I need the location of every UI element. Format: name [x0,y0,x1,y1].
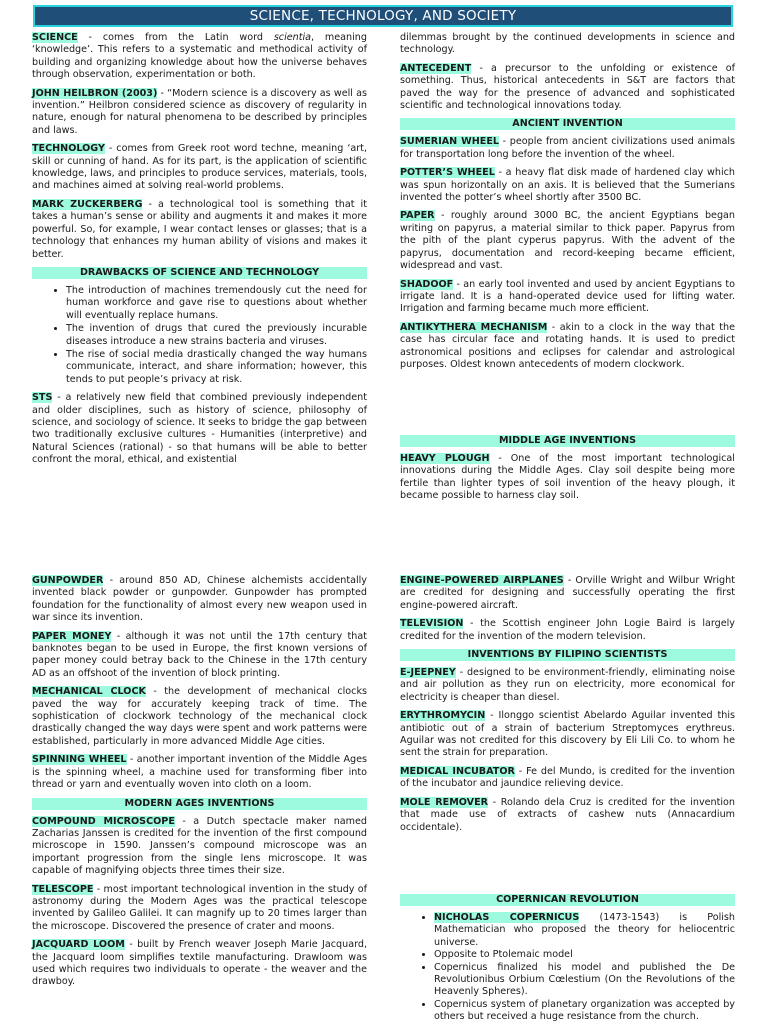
gunpowder-definition: - around 850 AD, Chinese alchemists accidentally invented black powder or gunpowder. Gunpowder has prompted foundation for the functionality of almost every new weapon used in war since its invention. [32,575,367,624]
telescope-entry [32,884,367,934]
potters-wheel-entry [400,167,735,204]
medical-incubator-definition: - Fe del Mundo, is credited for the invention of the incubator and jaundice relieving device. [400,765,735,790]
gunpowder-entry [32,575,367,625]
ancient-invention-heading: ANCIENT INVENTION [400,118,735,130]
antikythera-definition: - akin to a clock in the way that the case has circular face and rotating hands. It is used to predict astronomical positions and eclipses for calendar and astrological purposes. Oldest known antecedents of modern clockwork. [400,321,735,370]
erythromycin-entry [400,710,735,760]
television-definition: - the Scottish engineer John Logie Baird is largely credited for the invention of the modern television. [400,618,735,642]
sts-term: STS [32,392,53,404]
mechanical-clock-entry [32,686,367,748]
heilbron-entry [32,88,367,138]
zuckerberg-term: MARK ZUCKERBERG [32,198,143,210]
list-item: • Copernicus system of planetary organization was accepted by others but received a huge resistance from the church. [434,999,735,1024]
technology-term: TECHNOLOGY [32,143,105,155]
mechanical-clock-term: MECHANICAL CLOCK [32,686,146,698]
technology-entry [32,143,367,193]
mole-remover-term: MOLE REMOVER [400,796,489,808]
paper-money-entry [32,631,367,681]
sumerian-wheel-definition: - people from ancient civilizations used animals for transportation long before the invention of the wheel. [400,136,735,160]
page1-right-column-lower [400,433,735,509]
science-term: SCIENCE [32,32,78,43]
list-item: • The introduction of machines tremendously cut the need for human workforce and gave rise to questions about whether will eventually replace humans. [66,285,367,322]
middle-age-heading: MIDDLE AGE INVENTIONS [400,435,735,447]
mechanical-clock-definition: - the development of mechanical clocks paved the way for accurately keeping track of time. The sophistication of clockwork technology of the mechanical clock drastically changed the way days were spent and work patterns were established, particularly in more advanced Middle Age cities. [32,686,367,747]
mole-remover-definition: - Rolando dela Cruz is credited for the invention that made use of extracts of cashew nuts (Annacardium occidentale). [400,796,735,833]
e-jeepney-definition: - designed to be environment-friendly, eliminating noise and air pollution as they run on electricity, more economical for electricity is cheaper than diesel. [400,667,735,703]
filipino-scientists-heading: INVENTIONS BY FILIPINO SCIENTISTS [400,649,735,661]
page1-left-column [32,32,367,473]
copernicus-definition: (1473-1543) is Polish Mathematician who proposed the theory for heliocentric universe. [434,912,735,948]
television-entry [400,618,735,643]
antecedent-entry [400,63,735,113]
modern-ages-heading: MODERN AGES INVENTIONS [32,798,367,810]
paper-term: PAPER [400,210,435,222]
airplanes-entry [400,575,735,612]
jacquard-loom-term: JACQUARD LOOM [32,939,125,951]
copernican-list [400,912,735,1024]
television-term: TELEVISION [400,618,464,630]
shadoof-definition: - an early tool invented and used by ancient Egyptians to irrigate land. It is a hand-operated device used for lifting water. Irrigation and farming became much more efficient. [400,278,735,315]
technology-definition: - comes from Greek root word techne, meaning ‘art, skill or cunning of hand. As for its part, is the application of scientific knowledge, laws, and principles to produce services, materials, tools, and machines aimed at solving real-world problems. [32,143,367,192]
erythromycin-definition: - Ilonggo scientist Abelardo Aguilar invented this antibiotic out of a strain of bacterium Streptomyces erythreus. Aguilar was not credited for this discovery by Eli Lili Co. to whom he sent the strain for preparation. [400,710,735,759]
page2-right-column-lower [400,892,735,1030]
copernicus-term: NICHOLAS COPERNICUS [434,912,580,923]
airplanes-definition: - Orville Wright and Wilbur Wright are credited for designing and successfully operating the first engine-powered aircraft. [400,575,735,611]
science-latin-word: scientia [273,32,312,43]
sumerian-wheel-entry [400,136,735,161]
spinning-wheel-term: SPINNING WHEEL [32,754,127,766]
antecedent-definition: - a precursor to the unfolding or existence of something. Thus, historical antecedents in S&T are factors that paved the way for the presence of advanced and sophisticated scientific and technological innovations today. [400,62,735,112]
jacquard-loom-entry [32,939,367,989]
shadoof-entry [400,279,735,316]
potters-wheel-term: POTTER’S WHEEL [400,167,495,179]
drawbacks-list [32,285,367,386]
copernican-heading: COPERNICAN REVOLUTION [400,894,735,906]
page2-left-column [32,575,367,995]
science-definition: , meaning ‘knowledge’. This refers to a systematic and methodical activity of building and organizing knowledge about how the universe behaves through observation, experimentation or both. [32,32,367,81]
list-item: • The rise of social media drastically changed the way humans communicate, interact, and share information; however, this tends to put people’s privacy at risk. [66,349,367,386]
antikythera-entry [400,322,735,372]
science-pre: - comes from the Latin word [77,32,274,43]
sumerian-wheel-term: SUMERIAN WHEEL [400,136,499,148]
telescope-term: TELESCOPE [32,883,94,895]
telescope-definition: - most important technological invention in the study of astronomy during the Modern Ages was the practical telescope invented by Galileo Galilei. It can magnify up to 20 times larger than the microscope. Discovered the presence of crater and moons. [32,883,367,932]
heavy-plough-definition: - One of the most important technological innovations during the Middle Ages. Clay soil despite being more fertile than lighter types of soil invention of the heavy plough, it became possible to harness clay soil. [400,453,735,502]
spinning-wheel-entry [32,754,367,791]
science-entry [32,32,367,82]
potters-wheel-definition: - a heavy flat disk made of hardened clay which was spun horizontally on an axis. It is believed that the Sumerians invented the potter’s wheel shortly after 3500 BC. [400,167,735,204]
paper-money-definition: - although it was not until the 17th century that banknotes began to be used in Europe, the first known versions of paper money could betray back to the Chinese in the 17th century AD as an offshoot of the invention of block printing. [32,630,367,679]
heavy-plough-term: HEAVY PLOUGH [400,453,490,464]
document-title: SCIENCE, TECHNOLOGY, AND SOCIETY [33,5,733,27]
mole-remover-entry [400,797,735,834]
page1-right-column [400,32,735,377]
sts-continuation: dilemmas brought by the continued developments in science and technology. [400,32,735,56]
shadoof-term: SHADOOF [400,278,454,290]
paper-money-term: PAPER MONEY [32,630,112,642]
list-item: • The invention of drugs that cured the previously incurable diseases introduce a new strains bacteria and viruses. [66,323,367,348]
sts-definition: - a relatively new field that combined previously independent and older disciplines, such as history of science, philosophy of science, and sociology of science. It seeks to bridge the gap between two traditionally exclusive cultures - Humanities (interpretive) and Natural Sciences (rational) - so that humans will be able to better confront the moral, ethical, and existential [32,392,367,466]
spinning-wheel-definition: - another important invention of the Middle Ages is the spinning wheel, a machine used for transforming fiber into thread or yarn and eventually woven into cloth on a loom. [32,754,367,791]
compound-microscope-entry [32,816,367,878]
erythromycin-term: ERYTHROMYCIN [400,710,486,722]
drawbacks-heading: DRAWBACKS OF SCIENCE AND TECHNOLOGY [32,267,367,279]
medical-incubator-entry [400,766,735,791]
list-item: • Copernicus finalized his model and published the De Revolutionibus Orbium Cœlestium (On the Revolutions of the Heavenly Spheres). [434,962,735,999]
antikythera-term: ANTIKYTHERA MECHANISM [400,321,548,333]
e-jeepney-entry [400,667,735,704]
paper-definition: - roughly around 3000 BC, the ancient Egyptians began writing on papyrus, a material similar to thick paper. Papyrus from the pith of the plant cyperus papyrus. With the advent of the papyrus, documentation and record-keeping became efficient, widespread and vast. [400,210,735,272]
medical-incubator-term: MEDICAL INCUBATOR [400,765,515,777]
gunpowder-term: GUNPOWDER [32,575,104,586]
heilbron-definition: - “Modern science is a discovery as well as invention.” Heilbron considered science as discovery of regularity in nature, enough for natural phenomena to be described by principles and laws. [32,87,367,136]
list-item: • Opposite to Ptolemaic model [434,949,735,961]
list-item [434,912,735,949]
heavy-plough-entry [400,453,735,503]
zuckerberg-definition: - a technological tool is something that it takes a human’s sense or ability and augments it and makes it more powerful. So, for example, I wear contact lenses or glasses; that is a technology that enhances my human ability of visions and makes it better. [32,198,367,260]
page2-right-column [400,575,735,840]
jacquard-loom-definition: - built by French weaver Joseph Marie Jacquard, the Jacquard loom simplifies textile manufacturing. Drawloom was used which requires two individuals to operate - the weaver and the drawboy. [32,939,367,988]
heilbron-term: JOHN HEILBRON (2003) [32,87,158,99]
antecedent-term: ANTECEDENT [400,62,472,74]
zuckerberg-entry [32,199,367,261]
airplanes-term: ENGINE-POWERED AIRPLANES [400,575,564,586]
e-jeepney-term: E-JEEPNEY [400,667,456,679]
compound-microscope-term: COMPOUND MICROSCOPE [32,815,175,827]
sts-entry [32,392,367,466]
paper-entry [400,210,735,272]
compound-microscope-definition: - a Dutch spectacle maker named Zacharias Janssen is credited for the invention of the first compound microscope in 1590. Janssen’s compound microscope was an important progression from the single lens microscope. It was capable of magnifying objects three times their size. [32,815,367,877]
